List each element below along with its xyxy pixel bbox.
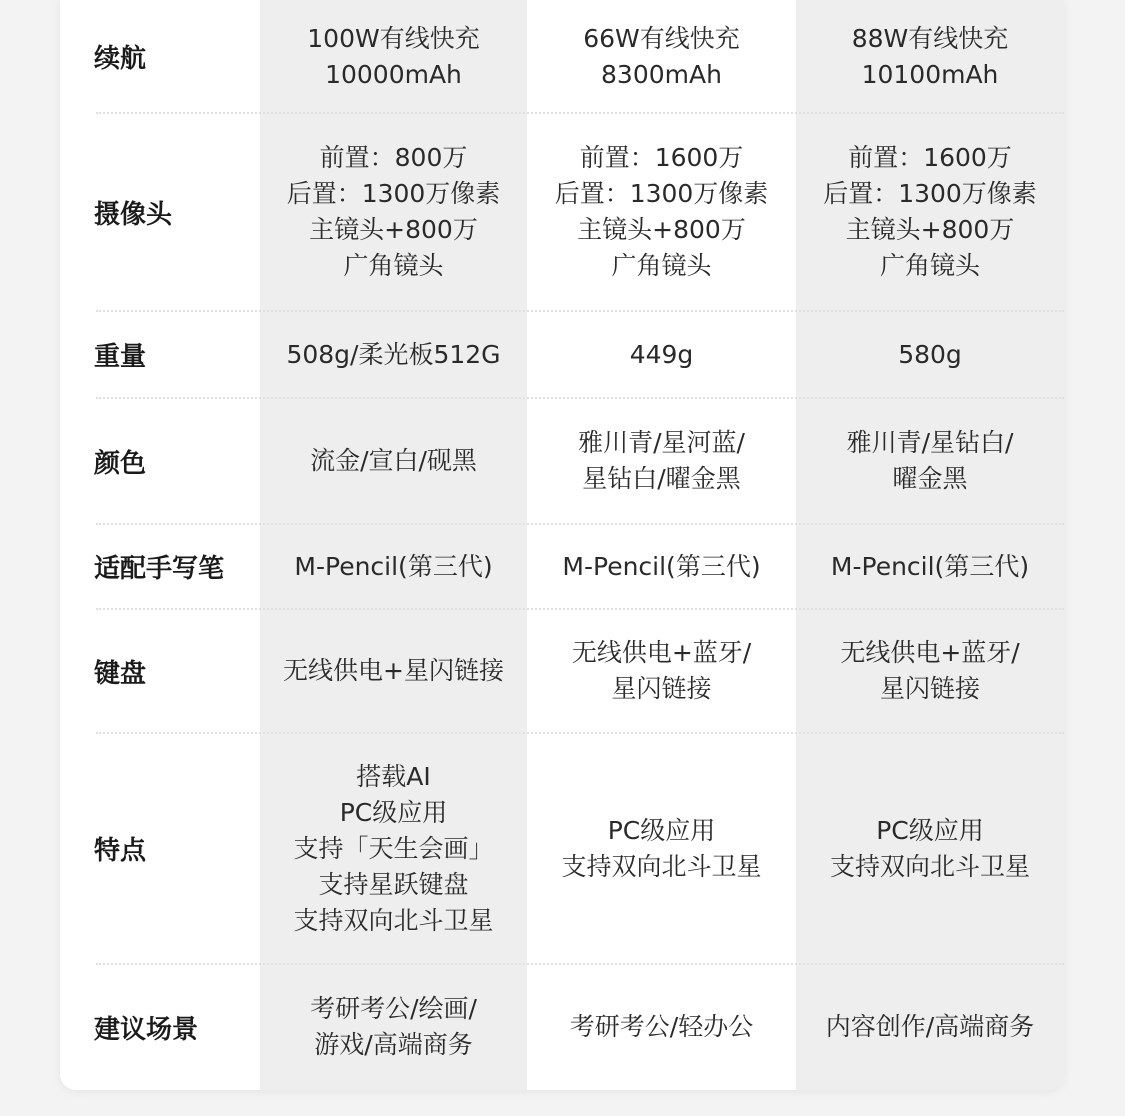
cell-text-line: 449g xyxy=(629,339,694,369)
cell-text-line: 雅川青/星钻白/ xyxy=(846,428,1014,457)
table-cell-scenario-col2 xyxy=(527,964,796,1090)
cell-text-line: 广角镜头 xyxy=(343,251,444,280)
table-row-weight xyxy=(60,311,1064,398)
table-cell-stylus-col1 xyxy=(260,524,527,609)
cell-text-line: 无线供电+蓝牙/ xyxy=(571,638,752,667)
cell-text-line: 主镜头+800万 xyxy=(845,215,1015,244)
row-label-scenario: 建议场景 xyxy=(94,1014,199,1045)
cell-text-line: 雅川青/星河蓝/ xyxy=(578,428,745,457)
cell-text-line: 508g/柔光板512G xyxy=(286,339,501,369)
row-label-color: 颜色 xyxy=(94,448,147,479)
cell-text-line: M-Pencil(第三代) xyxy=(562,551,761,581)
cell-text-line: 前置：1600万 xyxy=(579,143,744,172)
cell-text-line: 曜金黑 xyxy=(892,464,968,493)
table-cell-camera-col2 xyxy=(527,113,796,311)
cell-text-line: 流金/宣白/砚黑 xyxy=(310,446,477,475)
cell-text-line: PC级应用 xyxy=(607,815,716,845)
row-divider xyxy=(96,310,1064,312)
cell-text-line: 游戏/高端商务 xyxy=(314,1030,473,1059)
row-label-keyboard: 键盘 xyxy=(94,658,147,689)
cell-text-line: 支持双向北斗卫星 xyxy=(561,851,762,881)
table-cell-battery-col2 xyxy=(527,0,796,113)
table-cell-scenario-col3 xyxy=(796,964,1064,1090)
cell-text-line: 广角镜头 xyxy=(879,251,980,280)
cell-text-line: 搭载AI xyxy=(356,761,431,791)
table-cell-features-col1 xyxy=(260,733,527,964)
table-row-color xyxy=(60,398,1064,524)
row-divider xyxy=(96,523,1064,525)
cell-text-line: 无线供电+蓝牙/ xyxy=(840,638,1020,667)
row-label-camera: 摄像头 xyxy=(94,199,173,230)
table-cell-keyboard-col3 xyxy=(796,609,1064,733)
table-cell-color-col3 xyxy=(796,398,1064,524)
cell-text-line: 支持星跃键盘 xyxy=(318,869,469,899)
table-cell-keyboard-col1 xyxy=(260,609,527,733)
table-row-scenario xyxy=(60,964,1064,1090)
cell-text-line: PC级应用 xyxy=(339,797,448,827)
table-cell-color-col2 xyxy=(527,398,796,524)
cell-text-line: 66W有线快充 xyxy=(583,23,740,53)
table-cell-color-col1 xyxy=(260,398,527,524)
spec-comparison-table xyxy=(60,0,1064,1090)
cell-text-line: 支持「天生会画」 xyxy=(293,833,494,863)
table-cell-stylus-col3 xyxy=(796,524,1064,609)
cell-text-line: 考研考公/绘画/ xyxy=(310,994,477,1023)
cell-text-line: 10100mAh xyxy=(861,59,999,89)
table-cell-weight-col1 xyxy=(260,311,527,398)
row-label-features: 特点 xyxy=(94,836,147,866)
cell-text-line: 580g xyxy=(898,339,962,369)
cell-text-line: 广角镜头 xyxy=(611,251,712,280)
row-divider xyxy=(96,112,1064,114)
table-cell-battery-col3 xyxy=(796,0,1064,113)
table-row-stylus xyxy=(60,524,1064,609)
cell-text-line: 主镜头+800万 xyxy=(309,215,478,244)
table-row-battery xyxy=(60,0,1064,113)
table-cell-stylus-col2 xyxy=(527,524,796,609)
table-cell-weight-col2 xyxy=(527,311,796,398)
cell-text-line: 前置：1600万 xyxy=(848,143,1012,172)
table-cell-camera-col1 xyxy=(260,113,527,311)
table-cell-features-col2 xyxy=(527,733,796,964)
cell-text-line: 无线供电+星闪链接 xyxy=(283,656,504,685)
cell-text-line: 88W有线快充 xyxy=(851,23,1009,53)
table-cell-weight-col3 xyxy=(796,311,1064,398)
table-cell-camera-col3 xyxy=(796,113,1064,311)
table-row-camera xyxy=(60,113,1064,311)
cell-text-line: 后置：1300万像素 xyxy=(286,179,501,208)
cell-text-line: 后置：1300万像素 xyxy=(823,179,1037,208)
cell-text-line: 支持双向北斗卫星 xyxy=(293,905,494,935)
table-row-features xyxy=(60,733,1064,964)
cell-text-line: M-Pencil(第三代) xyxy=(830,551,1030,581)
row-label-battery: 续航 xyxy=(94,44,147,74)
cell-text-line: 前置：800万 xyxy=(319,143,468,172)
cell-text-line: 星闪链接 xyxy=(611,674,712,703)
cell-text-line: 内容创作/高端商务 xyxy=(825,1012,1035,1041)
cell-text-line: 星闪链接 xyxy=(879,674,980,703)
cell-text-line: 主镜头+800万 xyxy=(577,215,746,244)
cell-text-line: 考研考公/轻办公 xyxy=(569,1012,754,1041)
row-divider xyxy=(96,397,1064,399)
table-cell-features-col3 xyxy=(796,733,1064,964)
table-cell-battery-col1 xyxy=(260,0,527,113)
row-divider xyxy=(96,963,1064,965)
cell-text-line: M-Pencil(第三代) xyxy=(294,551,493,581)
cell-text-line: PC级应用 xyxy=(876,815,984,845)
table-cell-keyboard-col2 xyxy=(527,609,796,733)
table-row-keyboard xyxy=(60,609,1064,733)
cell-text-line: 星钻白/曜金黑 xyxy=(582,464,741,493)
row-label-stylus: 适配手写笔 xyxy=(94,554,225,584)
cell-text-line: 100W有线快充 xyxy=(307,23,480,53)
row-label-weight: 重量 xyxy=(94,342,147,372)
cell-text-line: 8300mAh xyxy=(601,59,722,89)
cell-text-line: 支持双向北斗卫星 xyxy=(829,851,1030,881)
cell-text-line: 后置：1300万像素 xyxy=(554,179,769,208)
cell-text-line: 10000mAh xyxy=(325,59,462,89)
table-cell-scenario-col1 xyxy=(260,964,527,1090)
row-divider xyxy=(96,608,1064,610)
row-divider xyxy=(96,732,1064,734)
